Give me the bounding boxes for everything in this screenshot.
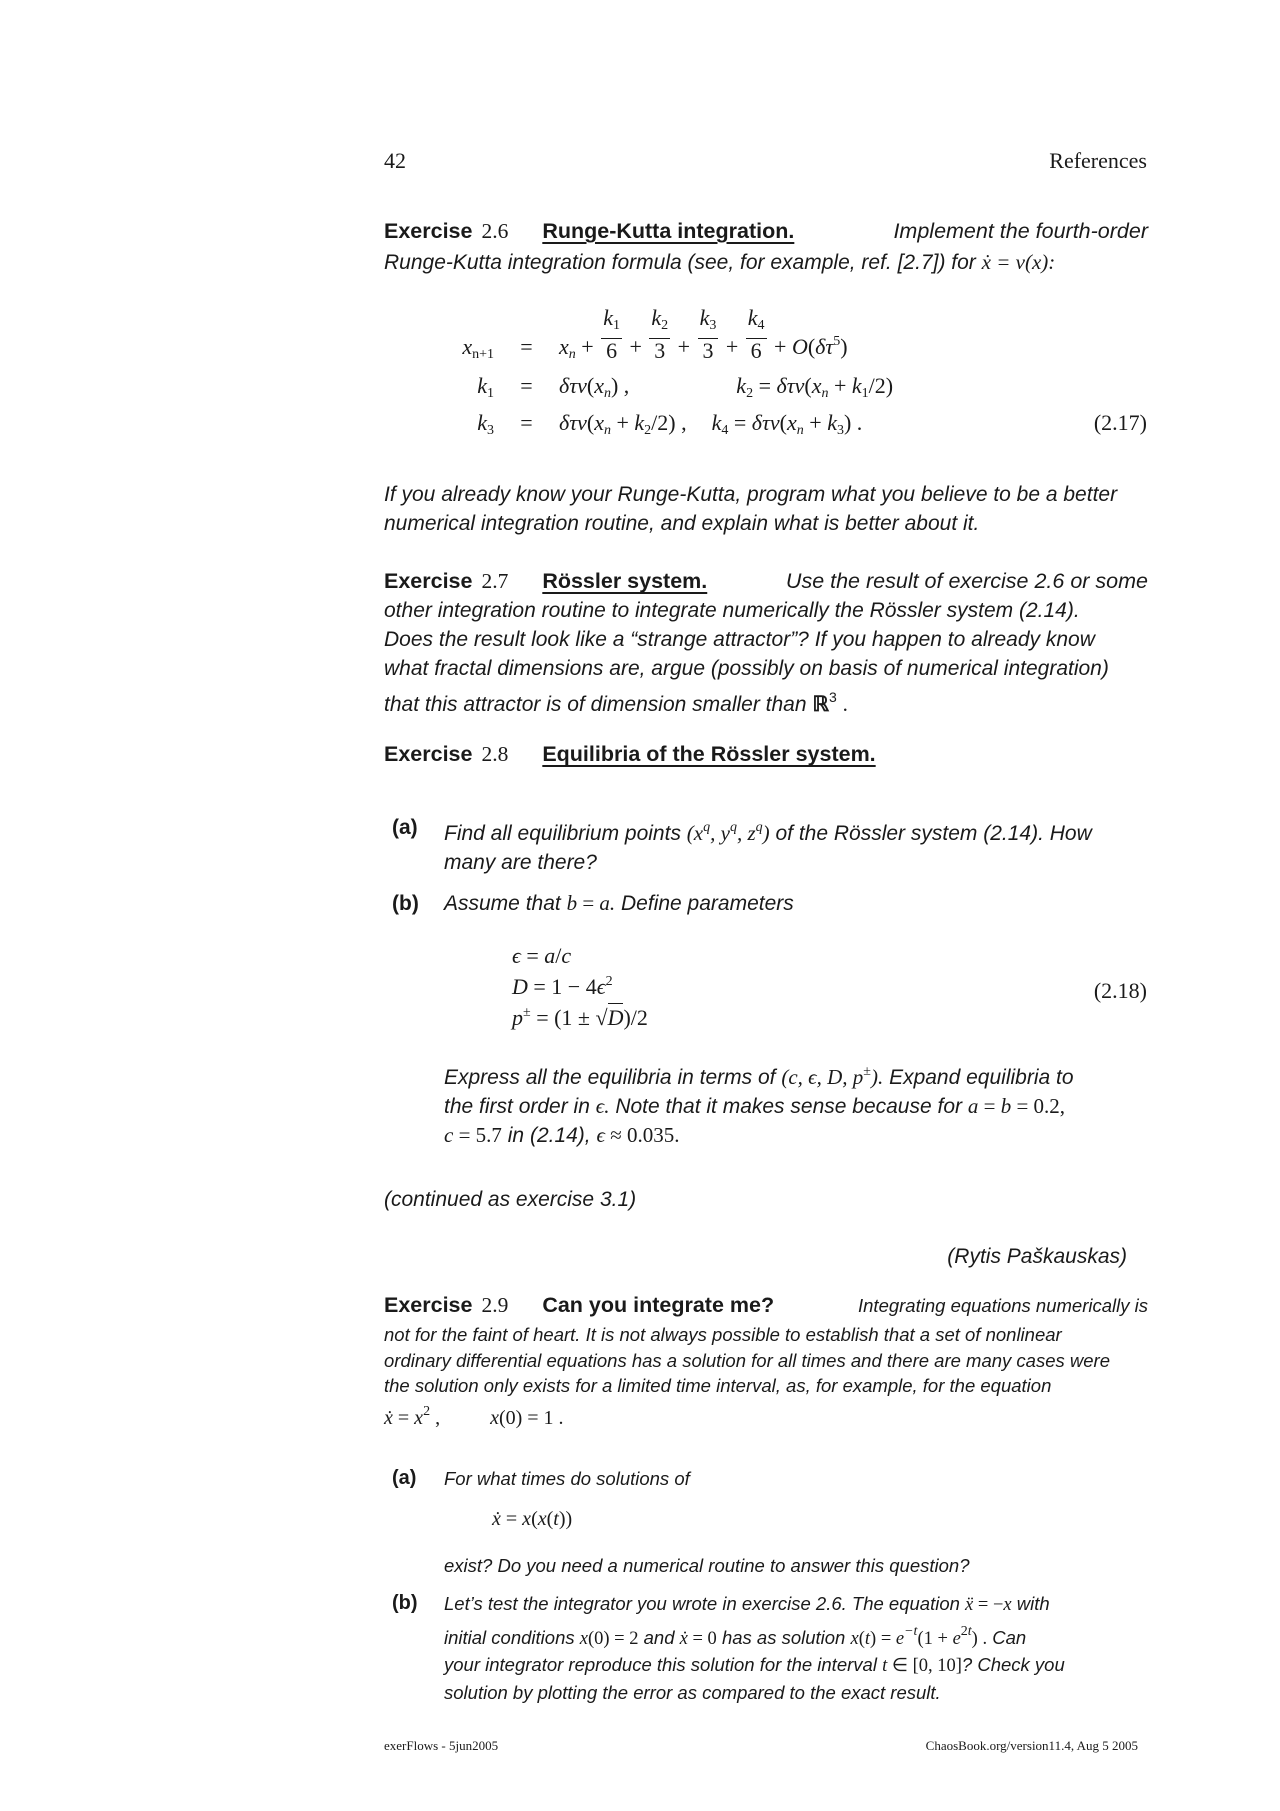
exercise-2-7-heading [384,567,1148,596]
exercise-title: Rössler system. [542,569,708,593]
part-a-text: For what times do solutions of [444,1468,690,1489]
exercise-title: Can you integrate me? [542,1293,775,1317]
exercise-2-7-body [384,596,1154,719]
eq-d: $D = 1 - 4\epsilon^2$ [512,974,613,999]
exercise-number: 2.8 [481,742,509,766]
exercise-2-8-part-b: (b) Assume that b = a. Define parameters [392,889,1152,918]
eq-epsilon: ϵ = a/c [512,943,572,968]
exercise-2-8-heading [384,740,1148,769]
part-a-question: exist? Do you need a numerical routine to answer this question? [444,1555,970,1576]
exercise-title: Equilibria of the Rössler system. [542,742,876,766]
eq-row-1: $x_{n+1}$ = xn + $\frac{k_1}{6}$ + $\frac{k_2}{3}$ + $\frac{k_3}{3}$ + $\frac{k_4}{6}$ + $O(\delta\tau^5)$ [462,305,848,364]
continued-note: (continued as exercise 3.1) [384,1188,637,1211]
eq-row-2: $k_1 = \delta\tau v(xn)$ , $k_2 = \delta\tau v(xn + k_1/2)$ [477,373,894,401]
item-label-b: (b) [392,892,419,915]
exercise-text-line-2: other integration routine to integrate numerically the Rössler system (2.14). [384,599,1080,622]
running-title: References [1049,148,1147,173]
item-label-b: (b) [392,1592,418,1614]
exercise-2-6-intro [384,248,1154,277]
eq-row-3: $k_3 = \delta\tau v(xn + k_2/2)$ , $k_4 = \delta\tau v(xn + k_3)$ . [477,410,863,438]
exercise-2-8-part-a: (a) Find all equilibrium points ($x^q$, $y^q$, $z^q$) of the Rössler system (2.14). How many are there? [392,813,1152,877]
exercise-text-line-1: Use the result of exercise 2.6 or some [785,569,1148,593]
intro-math: ẋ = v(x): [981,250,1056,274]
recursive-equation: ẋ = x(x(t)) [492,1508,573,1530]
blowup-equation: ẋ = $x^2$ , x(0) = 1 . [384,1403,564,1429]
exercise-label: Exercise [384,1293,473,1317]
exercise-2-9-part-a [392,1466,1152,1492]
exercise-text-line-3: Does the result look like a “strange attractor”? If you happen to already know [384,628,1095,651]
item-label-a: (a) [392,816,418,839]
footer-right: ChaosBook.org/version11.4, Aug 5 2005 [925,1738,1138,1753]
exercise-2-6-followup: If you already know your Runge-Kutta, program what you believe to be a better numerical integration routine, and explain what is better about it. [384,483,1118,535]
exercise-2-9-part-b: (b) Let’s test the integrator you wrote in exercise 2.6. The equation ẍ = −x with initial conditions x(0) = 2 and ẋ = 0 has as solution $x(t) = e^{-t}(1 + e^{2t})$ . Can your integrator reproduce this solution for the interval t ∈ [0, 10]? Check you solution by plotting the error as compared to the exact result. [392,1592,1065,1703]
exercise-label: Exercise [384,219,473,243]
exercise-label: Exercise [384,742,473,766]
exercise-2-9-heading [384,1291,1148,1320]
part-b-text: Assume that [444,892,561,915]
exercise-number: 2.6 [481,219,509,243]
intro-text: Runge-Kutta integration formula (see, for example, ref. [2.7]) for [384,251,976,274]
exercise-2-9-body [384,1322,1154,1431]
footer-left: exerFlows - 5jun2005 [384,1738,499,1753]
exercise-title: Runge-Kutta integration. [542,219,795,243]
exercise-number: 2.7 [481,569,509,593]
equation-label-2-17: (2.17) [1093,410,1147,435]
exercise-intro: Implement the fourth-order [893,219,1148,243]
exercise-text-line-3: ordinary differential equations has a solution for all times and there are many cases were [384,1349,1110,1371]
equation-label-2-18: (2.18) [1093,978,1147,1003]
exercise-label: Exercise [384,569,473,593]
exercise-2-6-heading [384,217,1148,246]
page-number: 42 [384,148,406,173]
exercise-text-line-2: not for the faint of heart. It is not always possible to establish that a set of nonlinear [384,1324,1062,1345]
exercise-number: 2.9 [481,1293,509,1317]
eq-p: p± = (1 ± √D)/2 [512,1005,648,1030]
author-credit: (Rytis Paškauskas) [947,1245,1127,1268]
parameter-equations [512,943,648,1031]
exercise-text-line-5: that this attractor is of dimension smaller than ℝ$^3$ . [384,689,848,716]
exercise-text-line-4: what fractal dimensions are, argue (possibly on basis of numerical integration) [384,657,1109,680]
exercise-2-8-express: Express all the equilibria in terms of (c, ϵ, D, p±). Expand equilibria to the first order in ϵ. Note that it makes sense because for a = b = 0.2, c = 5.7 in (2.14), ϵ ≈ 0.035. [444,1064,1074,1147]
item-label-a: (a) [392,1467,417,1489]
part-a-text-2: many are there? [444,851,597,874]
part-a-text: Find all equilibrium points [444,822,681,845]
exercise-text-line-4: the solution only exists for a limited time interval, as, for example, for the equation [384,1375,1052,1396]
exercise-text-line-1: Integrating equations numerically is [858,1295,1148,1316]
